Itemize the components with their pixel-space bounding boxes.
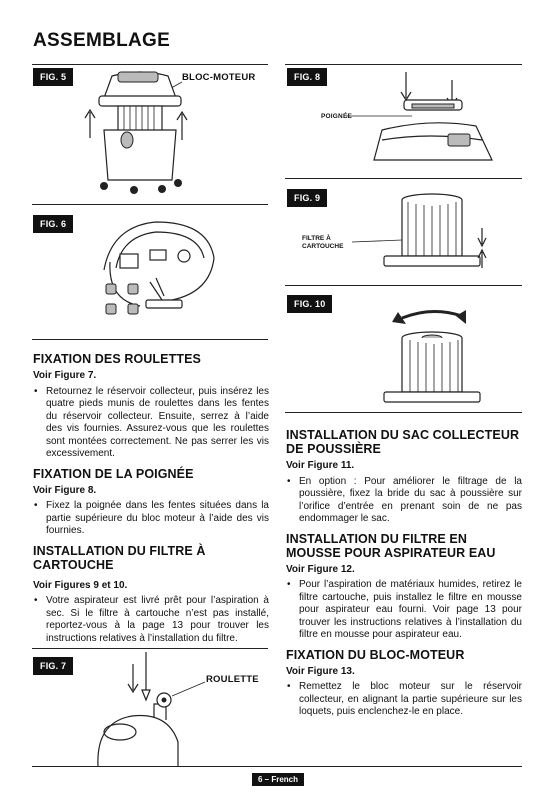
- bullet-mousse: • Pour l’aspiration de matériaux humides, retirez le filtre cartouche, puis installez le filtre en mousse pour aspirateur eau fourni. Voir page 13 pour trouver les instructions relatives à l’installation du filtre en mousse pour aspirateur eau.: [286, 579, 522, 642]
- see-figure-11: Voir Figure 11.: [286, 460, 355, 471]
- see-figure-8: Voir Figure 8.: [33, 484, 97, 496]
- fig10-tag: FIG. 10: [287, 295, 332, 313]
- left-text-column: [33, 352, 269, 645]
- bullet-filtre-cartouche: • Votre aspirateur est livré prêt pour l’aspiration à sec. Si le filtre à cartouche n’est pas installé, reportez-vous à la page 13 pour trouver les instructions relatives à l’installation du filtre.: [33, 595, 269, 645]
- fig9-callout-line2: CARTOUCHE: [302, 243, 344, 250]
- page-title: ASSEMBLAGE: [33, 30, 171, 51]
- see-figure-7: Voir Figure 7.: [33, 370, 97, 381]
- heading-sac: INSTALLATION DU SAC COLLECTEUR DE POUSSIÈRE: [286, 428, 520, 456]
- right-text-column: [286, 428, 522, 719]
- heading-bloc: FIXATION DU BLOC-MOTEUR: [286, 647, 465, 662]
- fig7-tag: FIG. 7: [33, 657, 73, 675]
- bullet-sac: • En option : Pour améliorer le filtrage de la poussière, fixez la bride du sac à poussière sur l’orifice d’entrée en prenant soin de ne pas endommager le sac.: [286, 476, 522, 526]
- see-figures-9-10: Voir Figures 9 et 10.: [33, 579, 128, 591]
- see-figure-13: Voir Figure 13.: [286, 665, 355, 677]
- fig6-tag: FIG. 6: [33, 215, 73, 233]
- bullet-roulettes: • Retournez le réservoir collecteur, puis insérez les quatre pieds munis de roulettes dans les fentes du réservoir collecteur. Ensuite, serrez à l’aide des vis fournies. Assurez-vous que les roulettes sont montées correctement. Ne pas serrer les vis excessivement.: [33, 386, 269, 461]
- fig5-callout: BLOC-MOTEUR: [182, 72, 256, 83]
- bullet-poignee: • Fixez la poignée dans les fentes situées dans la partie supérieure du bloc moteur à l’aide des vis fournies.: [33, 500, 269, 538]
- fig7-callout: ROULETTE: [206, 674, 259, 685]
- fig8-tag: FIG. 8: [287, 68, 327, 86]
- fig9-callout-line1: FILTRE À: [302, 235, 331, 242]
- page-number: 6 – French: [252, 773, 304, 786]
- heading-mousse: INSTALLATION DU FILTRE EN MOUSSE POUR ASPIRATEUR EAU: [286, 531, 496, 560]
- heading-filtre-cartouche: INSTALLATION DU FILTRE À CARTOUCHE: [33, 543, 206, 572]
- bullet-bloc: • Remettez le bloc moteur sur le réservoir collecteur, en alignant la partie supérieure sur les loquets, puis enclenchez-le en place.: [286, 681, 522, 719]
- fig9-tag: FIG. 9: [287, 189, 327, 207]
- fig5-tag: FIG. 5: [33, 68, 73, 86]
- heading-poignee: FIXATION DE LA POIGNÉE: [33, 466, 194, 481]
- fig8-callout: POIGNÉE: [321, 113, 353, 120]
- heading-roulettes: FIXATION DES ROULETTES: [33, 352, 201, 366]
- see-figure-12: Voir Figure 12.: [286, 563, 355, 575]
